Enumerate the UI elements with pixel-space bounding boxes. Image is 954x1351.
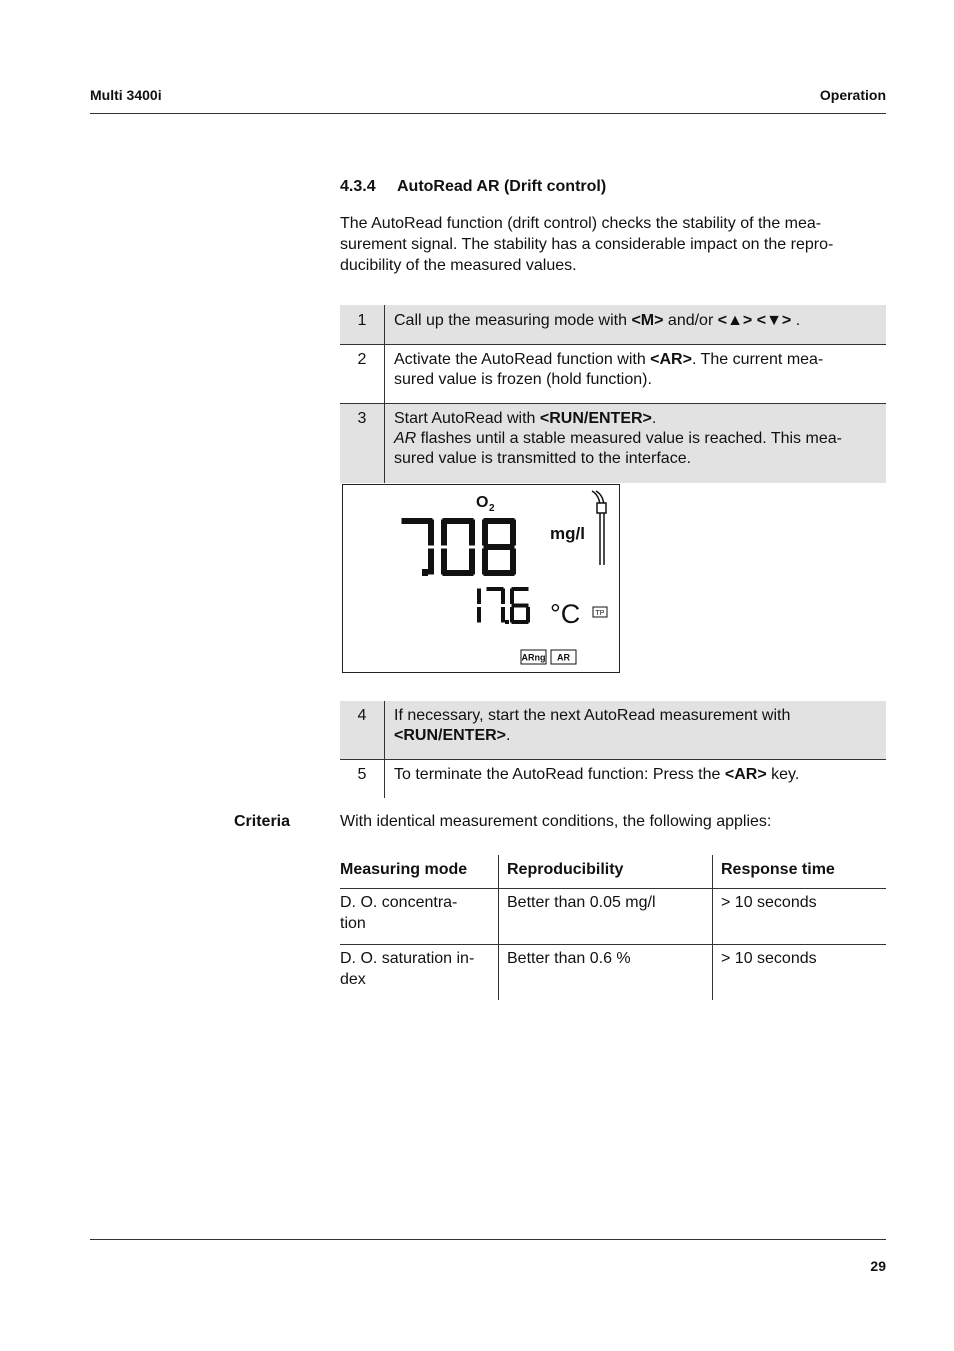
text-run: . <box>506 727 511 744</box>
step-line <box>394 350 880 370</box>
lcd-segment <box>482 549 488 575</box>
header-section: Operation <box>819 87 886 103</box>
cell-mode <box>340 889 499 945</box>
cell-repro: Better than 0.05 mg/l <box>499 889 713 945</box>
text-run: . <box>651 410 657 427</box>
text-run: flashes until a stable measured value is reached. This mea- <box>416 430 842 447</box>
step-number: 5 <box>340 760 385 799</box>
lcd-segment <box>510 520 516 546</box>
step-text <box>385 345 887 404</box>
lcd-segment <box>441 520 447 546</box>
text-run: <▲> <box>717 312 753 329</box>
lcd-segment <box>512 604 529 608</box>
cell-line: D. O. concentra- <box>340 894 458 911</box>
step-text <box>385 305 887 345</box>
lcd-segment <box>482 520 488 546</box>
lcd-main-unit: mg/l <box>550 524 585 543</box>
criteria-text: With identical measurement conditions, the following applies: <box>340 813 772 830</box>
step-text <box>385 701 887 760</box>
step-line <box>394 311 880 331</box>
step-line <box>394 429 880 449</box>
cell-line: dex <box>340 971 366 988</box>
lcd-digit <box>510 587 530 624</box>
section-number: 4.3.4 <box>340 178 376 195</box>
step-text <box>385 404 887 484</box>
text-run: Call up the measuring mode with <box>394 312 632 329</box>
lcd-segment <box>512 587 529 591</box>
footer-rule <box>90 1239 886 1240</box>
steps-table-1 <box>340 305 886 483</box>
intro-line: ducibility of the measured values. <box>340 257 577 274</box>
text-run: . <box>791 312 801 329</box>
criteria-label: Criteria <box>234 813 291 830</box>
lcd-segment <box>512 620 529 624</box>
cell-response: > 10 seconds <box>721 950 817 967</box>
step-number: 1 <box>340 305 385 345</box>
sensor-probe-icon <box>592 491 606 565</box>
lcd-segment <box>501 607 505 623</box>
step-row <box>340 305 886 345</box>
text-run: sured value is frozen (hold function). <box>394 371 652 388</box>
table-row <box>340 945 886 1001</box>
lcd-segment <box>487 587 504 591</box>
text-run: <RUN/ENTER> <box>394 727 507 744</box>
text-run: <RUN/ENTER> <box>539 410 652 427</box>
header-rule <box>90 113 886 114</box>
lcd-segment <box>428 549 434 575</box>
step-row <box>340 760 886 799</box>
lcd-segment <box>484 518 515 524</box>
lcd-param: O <box>476 494 489 511</box>
step-line <box>394 370 880 390</box>
lcd-svg <box>343 485 618 671</box>
criteria-header-row <box>340 855 886 889</box>
lcd-tp-badge: TP <box>595 610 605 617</box>
text-run: To terminate the AutoRead function: Press the <box>394 766 725 783</box>
text-run: Activate the AutoRead function with <box>394 351 651 368</box>
text-run: <AR> <box>650 351 692 368</box>
lcd-digit <box>441 518 475 576</box>
step-row <box>340 701 886 760</box>
text-run: key. <box>766 766 800 783</box>
lcd-digit <box>477 589 481 623</box>
cell-line: tion <box>340 915 366 932</box>
lcd-param-sub: 2 <box>489 503 495 514</box>
lcd-ar-badge: AR <box>557 652 570 663</box>
intro-line: surement signal. The stability has a considerable impact on the repro- <box>340 236 834 253</box>
intro-line: The AutoRead function (drift control) checks the stability of the mea- <box>340 215 822 232</box>
step-line <box>394 765 880 785</box>
criteria-table <box>340 855 886 1000</box>
step-row <box>340 345 886 404</box>
lcd-segment <box>402 518 433 524</box>
text-run: AR <box>394 430 417 447</box>
cell-mode <box>340 945 499 1001</box>
header-title: Multi 3400i <box>90 87 162 103</box>
col-header-mode: Measuring mode <box>340 855 499 889</box>
lcd-segment <box>477 607 481 623</box>
cell-response: > 10 seconds <box>713 889 887 945</box>
text-run: and/or <box>663 312 718 329</box>
col-header-repro: Reproducibility <box>499 855 713 889</box>
lcd-temp-unit: °C <box>550 599 581 629</box>
lcd-arng-badge: ARng <box>521 652 546 663</box>
section-heading <box>340 178 606 196</box>
lcd-segment <box>428 520 434 546</box>
page-number: 29 <box>870 1258 886 1274</box>
section-title: AutoRead AR (Drift control) <box>397 178 607 195</box>
lcd-segment <box>510 607 514 623</box>
lcd-segment <box>484 570 515 576</box>
cell-repro: Better than 0.6 % <box>499 945 713 1001</box>
meter-display <box>342 484 620 673</box>
lcd-segment <box>510 589 514 605</box>
text-run: Start AutoRead with <box>394 410 540 427</box>
lcd-segment <box>501 589 505 605</box>
step-line <box>394 409 880 429</box>
step-line <box>394 706 880 726</box>
lcd-main-digits <box>402 518 517 576</box>
lcd-segment <box>441 549 447 575</box>
step-row <box>340 404 886 484</box>
lcd-segment <box>484 544 515 550</box>
step-line <box>394 449 880 469</box>
text-run: . The current mea- <box>691 351 824 368</box>
lcd-segment <box>443 518 474 524</box>
step-number: 2 <box>340 345 385 404</box>
step-number: 3 <box>340 404 385 484</box>
cell-line: D. O. saturation in- <box>340 950 475 967</box>
lcd-segment <box>469 520 475 546</box>
lcd-segment <box>477 589 481 605</box>
lcd-digit <box>487 587 506 623</box>
steps-table-2 <box>340 701 886 798</box>
table-row <box>340 889 886 945</box>
text-run: sured value is transmitted to the interface. <box>394 450 692 467</box>
col-header-response: Response time <box>713 855 887 889</box>
lcd-decimal-point <box>422 569 428 576</box>
text-run: <M> <box>631 312 664 329</box>
lcd-segment <box>443 570 474 576</box>
intro-paragraph <box>340 213 886 276</box>
step-number: 4 <box>340 701 385 760</box>
lcd-digit <box>482 518 516 576</box>
text-run: <▼> <box>756 312 792 329</box>
step-text <box>385 760 887 799</box>
lcd-digit <box>402 518 435 575</box>
lcd-decimal-point <box>505 620 509 624</box>
step-line <box>394 726 880 746</box>
text-run: <AR> <box>724 766 767 783</box>
text-run: If necessary, start the next AutoRead measurement with <box>394 707 791 724</box>
lcd-temp-digits <box>477 587 530 624</box>
